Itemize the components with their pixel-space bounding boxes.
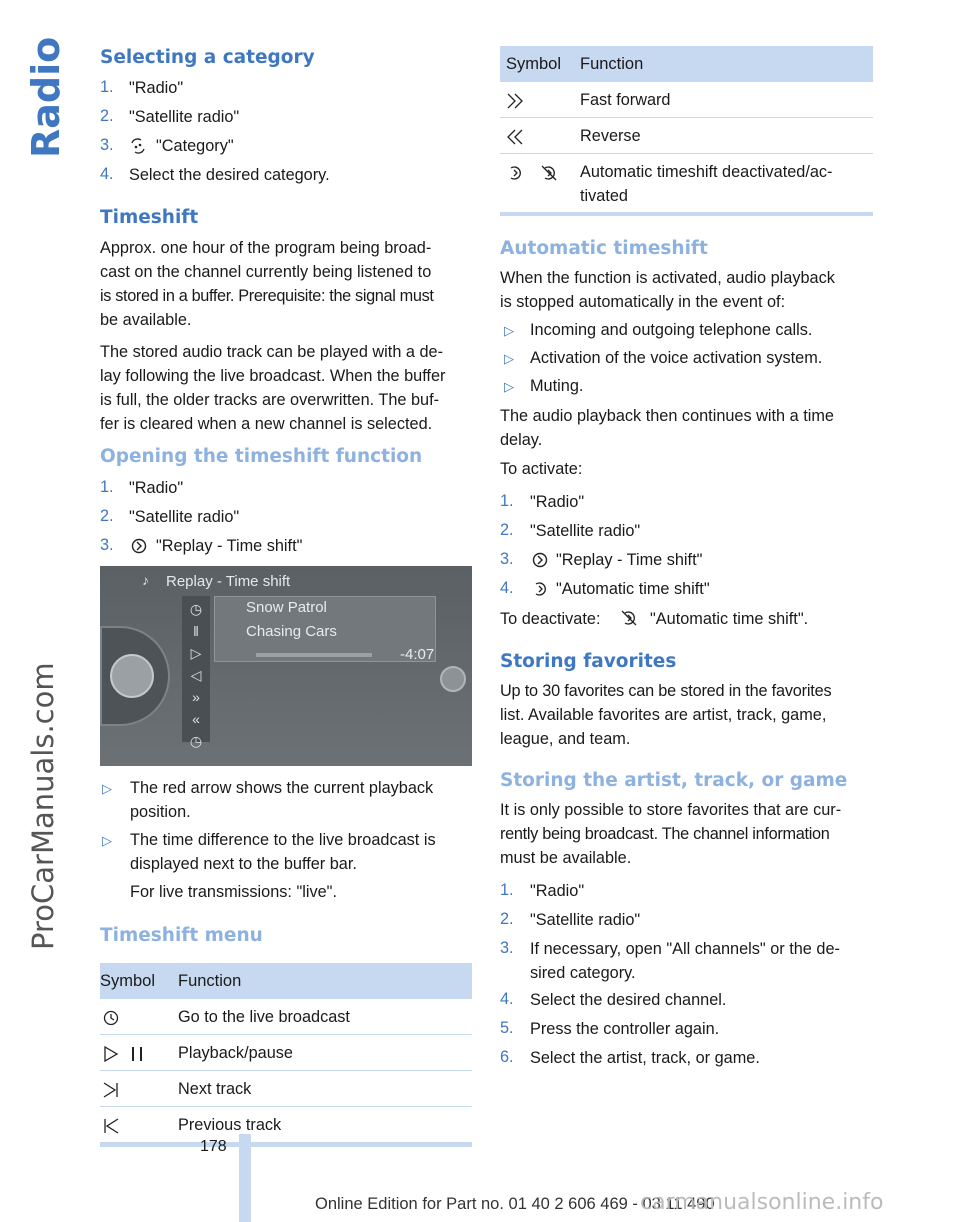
next-track-icon <box>102 1079 120 1100</box>
live-broadcast-icon <box>102 1007 120 1028</box>
list-item: Select the desired channel. <box>530 991 727 1009</box>
list-item: "Satellite radio" <box>530 911 641 929</box>
category-icon <box>129 136 147 155</box>
list-item: "Category" <box>156 137 234 155</box>
table-row: Previous track <box>100 1107 472 1143</box>
controller-knob <box>110 654 154 698</box>
timeshift-deactivated-icon <box>506 162 524 183</box>
list-item: "Radio" <box>530 882 585 900</box>
auto-timeshift-off-icon <box>620 608 638 627</box>
heading-selecting-category: Selecting a category <box>100 47 315 68</box>
screen-menu-icons: ◷ ‖ ▷ ◁ » « ◷ <box>189 601 203 749</box>
screen-header: Replay - Time shift <box>166 573 291 590</box>
list-item: "Replay - Time shift" <box>156 537 303 555</box>
fast-forward-icon <box>506 90 524 111</box>
table-header: Symbol Function <box>500 46 873 82</box>
list-item: "Automatic time shift" <box>556 580 710 598</box>
replay-icon <box>130 536 148 555</box>
list-item: "Radio" <box>530 493 585 511</box>
replay-screenshot <box>100 566 472 766</box>
site-watermark: ProCarManuals.com <box>26 662 60 950</box>
section-side-title: Radio <box>24 36 68 158</box>
table-row: Automatic timeshift deactivated/ac- tivated <box>500 154 873 212</box>
footer-watermark: carmanualsonline.info <box>640 1190 884 1215</box>
previous-track-icon <box>102 1115 120 1136</box>
page-number: 178 <box>200 1138 227 1155</box>
list-item: "Satellite radio" <box>129 508 240 526</box>
list-item: "Replay - Time shift" <box>556 551 703 569</box>
list-item: If necessary, open "All channels" or the de- <box>530 940 840 958</box>
screen-track: Chasing Cars <box>246 623 337 640</box>
list-item: "Satellite radio" <box>530 522 641 540</box>
table-row: Fast forward <box>500 82 873 118</box>
table-row: Playback/pause <box>100 1035 472 1071</box>
footer-text: Online Edition for Part no. 01 40 2 606 469 - 03 11 490 <box>315 1195 715 1213</box>
heading-automatic-timeshift: Automatic timeshift <box>500 238 708 259</box>
list-item: Press the controller again. <box>530 1020 720 1038</box>
heading-storing-artist: Storing the artist, track, or game <box>500 770 848 791</box>
auto-timeshift-icon <box>531 579 549 598</box>
heading-storing-favorites: Storing favorites <box>500 651 677 672</box>
heading-timeshift: Timeshift <box>100 207 199 228</box>
table-row: Reverse <box>500 118 873 154</box>
list-item: "Radio" <box>129 79 184 97</box>
footer-bar <box>239 1134 251 1222</box>
list-item: "Radio" <box>129 479 184 497</box>
screen-icon: ♪ <box>142 572 149 588</box>
table-header: Symbol Function <box>100 963 472 999</box>
list-item: Select the desired category. <box>129 166 330 184</box>
heading-timeshift-menu: Timeshift menu <box>100 925 263 946</box>
list-item: "Satellite radio" <box>129 108 240 126</box>
timeshift-menu-table <box>100 963 472 1147</box>
heading-opening-timeshift: Opening the timeshift function <box>100 446 423 467</box>
reverse-icon <box>506 126 524 147</box>
table-row: Go to the live broadcast <box>100 999 472 1035</box>
play-pause-icon <box>102 1043 152 1064</box>
screen-artist: Snow Patrol <box>246 599 327 616</box>
timeshift-activated-icon <box>540 162 558 183</box>
list-item: Select the artist, track, or game. <box>530 1049 760 1067</box>
table-row: Next track <box>100 1071 472 1107</box>
replay-icon <box>531 550 549 569</box>
timeshift-menu-table-continued <box>500 46 873 218</box>
screen-time: -4:07 <box>400 646 435 663</box>
